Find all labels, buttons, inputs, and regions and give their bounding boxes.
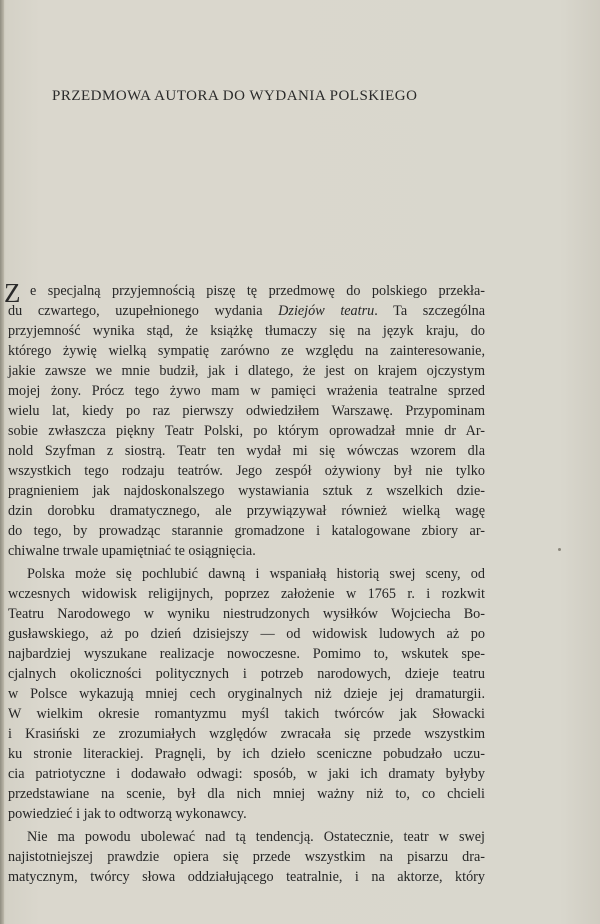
text-line: przyjemność wynika stąd, że książkę tłumaczy się na język kraju, do (8, 323, 485, 339)
text-line: Polska może się pochlubić dawną i wspaniałą historią swej sceny, od (27, 566, 485, 582)
text-line: najbardziej wyszukane realizacje nowoczesne. Pomimo to, wskutek spe- (8, 646, 485, 662)
text-line: du czwartego, uzupełnionego wydania Dziejów teatru. Ta szczególna (8, 303, 485, 319)
text-line: gusławskiego, aż po dzień dzisiejszy — od widowisk ludowych aż po (8, 626, 485, 642)
text-line: W wielkim okresie romantyzmu myśl takich twórców jak Słowacki (8, 706, 485, 722)
text-line: jakie zawsze we mnie budził, jak i dlatego, że jest on krajem ojczystym (8, 363, 485, 379)
text-line: cjalnych okoliczności politycznych i potrzeb narodowych, dzieje teatru (8, 666, 485, 682)
text-line: i Krasiński ze zrozumiałych względów zwracała się przede wszystkim (8, 726, 485, 742)
text-line: sobie zwłaszcza piękny Teatr Polski, po którym oprowadzał mnie dr Ar- (8, 423, 485, 439)
text-line: nold Szyfman z siostrą. Teatr ten wydał mi się wówczas wzorem dla (8, 443, 485, 459)
text-line: mojej żony. Prócz tego żywo mam w pamięci wrażenia teatralne sprzed (8, 383, 485, 399)
text-line: Teatru Narodowego w wyniku niestrudzonych wysiłków Wojciecha Bo- (8, 606, 485, 622)
text-line: wczesnych widowisk religijnych, poprzez założenie w 1765 r. i rozkwit (8, 586, 485, 602)
text-line: e specjalną przyjemnością piszę tę przedmowę do polskiego przekła- (30, 283, 485, 299)
drop-cap-letter: Z (4, 278, 21, 308)
text-line: wszystkich tego rodzaju teatrów. Jego zespół ożywiony był nie tylko (8, 463, 485, 479)
text-line: najistotniejszej prawdzie opiera się przede wszystkim na pisarzu dra- (8, 849, 485, 865)
text-line: ku stronie literackiej. Pragnęli, by ich dzieło sceniczne pobudzało uczu- (8, 746, 485, 762)
text-line: dzin dorobku dramatycznego, ale przywiązywał również wielką wagę (8, 503, 485, 519)
text-line: powiedzieć i jak to odtworzą wykonawcy. (8, 806, 247, 822)
text-line: Nie ma powodu ubolewać nad tą tendencją. Ostatecznie, teatr w swej (27, 829, 485, 845)
text-line: matycznym, twórcy słowa oddziałującego teatralnie, i na aktorze, który (8, 869, 485, 885)
text-line: którego żywię wielką sympatię zarówno ze względu na zainteresowanie, (8, 343, 485, 359)
paper-speck (558, 548, 561, 551)
text-line: w Polsce wykazują mniej cech oryginalnych niż dzieje jej dramaturgii. (8, 686, 485, 702)
text-line: do tego, by prowadząc starannie gromadzone i katalogowane zbiory ar- (8, 523, 485, 539)
page-spine-shadow (0, 0, 4, 924)
text-line: wielu lat, kiedy po raz pierwszy odwiedziłem Warszawę. Przypominam (8, 403, 485, 419)
chapter-heading: PRZEDMOWA AUTORA DO WYDANIA POLSKIEGO (52, 88, 418, 104)
text-line: chiwalne trwale upamiętniać te osiągnięcia. (8, 543, 256, 559)
italic-title: Dziejów teatru (278, 303, 375, 319)
text-line: pragnieniem jak najdoskonalszego wystawiania sztuk z wszelkich dzie- (8, 483, 485, 499)
text-line: przedstawiane na scenie, był dla nich mniej ważny niż to, co chcieli (8, 786, 485, 802)
text-line: cia patriotyczne i dodawało odwagi: sposób, w jaki ich dramaty byłyby (8, 766, 485, 782)
